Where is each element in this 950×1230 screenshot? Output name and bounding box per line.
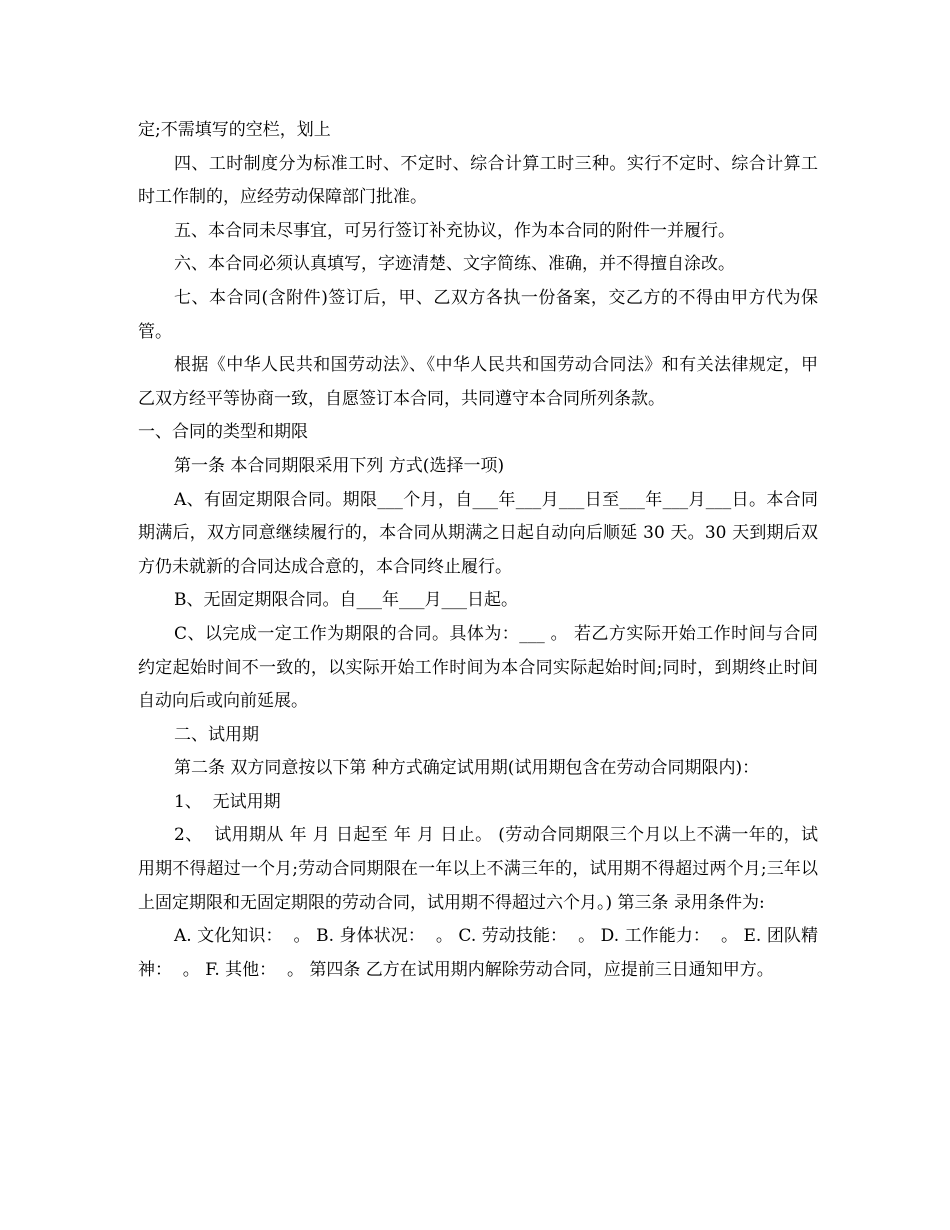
paragraph-1: 定;不需填写的空栏，划上 <box>138 120 331 140</box>
article-1: 第一条 本合同期限采用下列 方式(选择一项) <box>174 455 505 476</box>
paragraph-4: 六、本合同必须认真填写，字迹清楚、文字简练、准确，并不得擅自涂改。 <box>174 254 735 275</box>
option-b: B、无固定期限合同。自___年___月___日起。 <box>174 590 518 611</box>
paragraph-5: 七、本合同(含附件)签订后，甲、乙双方各执一份备案，交乙方的不得由甲方代为保管。 <box>138 287 818 342</box>
option-a: A、有固定期限合同。期限___个月，自___年___月___日至___年___月___日。本合同期满后，双方同意继续履行的，本合同从期满之日起自动向后顺延 30 天。30 天到期后双方仍未就新的合同达成合意的，本合同终止履行。 <box>138 489 818 577</box>
paragraph-6: 根据《中华人民共和国劳动法》、《中华人民共和国劳动合同法》和有关法律规定，甲乙双方经平等协商一致，自愿签订本合同，共同遵守本合同所列条款。 <box>138 355 818 409</box>
probation-option-2: 2、 试用期从 年 月 日起至 年 月 日止。 (劳动合同期限三个月以上不满一年的，试用期不得超过一个月;劳动合同期限在一年以上不满三年的，试用期不得超过两个月;三年以上固定期限和无固定期限的劳动合同，试用期不得超过六个月。) 第三条 录用条件为: <box>138 825 818 913</box>
section-heading-1: 一、合同的类型和期限 <box>138 422 308 443</box>
option-c: C、以完成一定工作为期限的合同。具体为：___ 。 若乙方实际开始工作时间与合同约定起始时间不一致的，以实际开始工作时间为本合同实际起始时间;同时，到期终止时间自动向后或向前延展。 <box>138 623 818 712</box>
document-body <box>138 114 818 987</box>
paragraph-3: 五、本合同未尽事宜，可另行签订补充协议，作为本合同的附件一并履行。 <box>174 220 735 241</box>
section-heading-2: 二、试用期 <box>174 724 259 745</box>
article-2: 第二条 双方同意按以下第 种方式确定试用期(试用期包含在劳动合同期限内)： <box>174 758 760 779</box>
paragraph-2: 四、工时制度分为标准工时、不定时、综合计算工时三种。实行不定时、综合计算工时工作制的，应经劳动保障部门批准。 <box>138 153 818 208</box>
hiring-conditions: A. 文化知识： 。 B. 身体状况： 。 C. 劳动技能： 。 D. 工作能力： 。 E. 团队精神： 。 F. 其他： 。 第四条 乙方在试用期内解除劳动合同，应提前三日通知甲方。 <box>138 926 818 980</box>
probation-option-1: 1、 无试用期 <box>174 791 281 812</box>
